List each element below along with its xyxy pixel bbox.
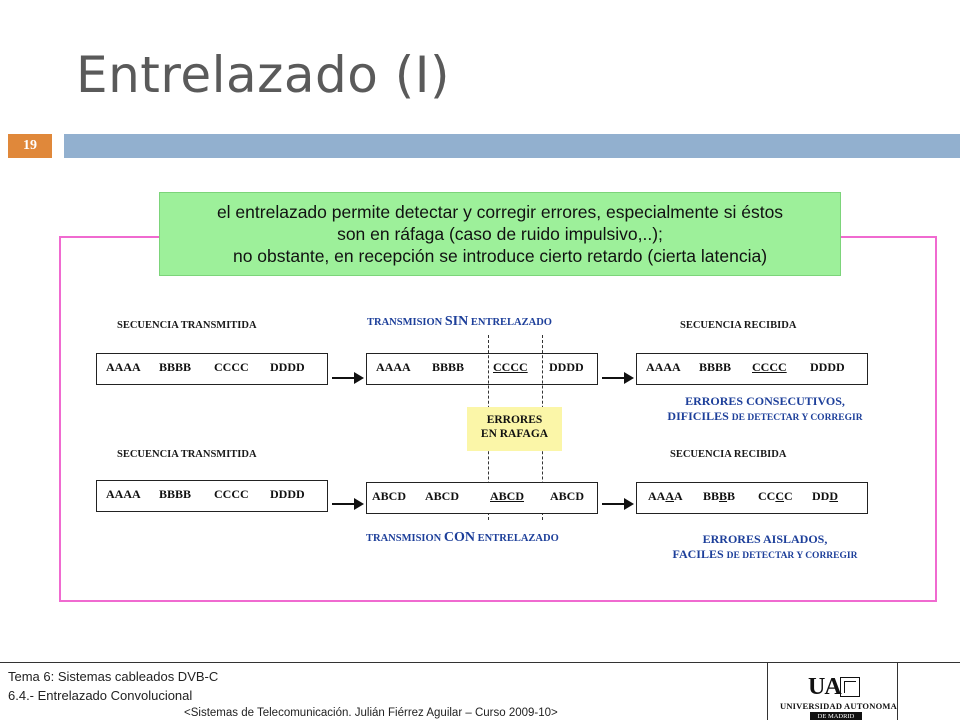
footer-section: 6.4.- Entrelazado Convolucional <box>8 688 193 703</box>
seq-block: AAAA <box>106 487 141 501</box>
seq-block: BBBB <box>159 487 192 501</box>
seq-block: AAAA <box>646 360 681 374</box>
university-logo <box>780 674 897 720</box>
footer-divider <box>897 663 898 720</box>
seq-block: BBBB <box>432 360 465 374</box>
logo-emblem-icon <box>840 677 860 697</box>
seq-block: DDDD <box>810 360 845 374</box>
header-bar <box>64 134 960 158</box>
channel-label-bottom: TRANSMISION CON ENTRELAZADO <box>366 530 559 545</box>
callout-line: son en ráfaga (caso de ruido impulsivo,..); <box>337 224 663 244</box>
burst-error-box: ERRORES EN RAFAGA <box>467 407 562 451</box>
seq-block: BBBB <box>159 360 192 374</box>
seq-block: BBBB <box>703 489 736 503</box>
slide-number: 19 <box>8 134 52 158</box>
seq-block: AAAA <box>648 489 683 503</box>
footer-topic: Tema 6: Sistemas cableados DVB-C <box>8 669 219 684</box>
seq-block-error: ABCD <box>490 489 525 503</box>
seq-block: CCCC <box>214 487 249 501</box>
seq-block: DDDD <box>270 487 305 501</box>
callout-line: no obstante, en recepción se introduce cierto retardo (cierta latencia) <box>232 246 768 266</box>
footer-course: <Sistemas de Telecomunicación. Julián Fiérrez Aguilar – Curso 2009-10> <box>184 707 558 719</box>
seq-block: DDDD <box>270 360 305 374</box>
seq-block: AAAA <box>106 360 141 374</box>
logo-initials: UA <box>808 674 841 700</box>
seq-block: ABCD <box>372 489 407 503</box>
tx-label-bottom: SECUENCIA TRANSMITIDA <box>117 449 257 460</box>
callout-line: el entrelazado permite detectar y corregir errores, especialmente si éstos <box>216 202 784 222</box>
arrow-right <box>332 503 362 505</box>
seq-block: CCCC <box>758 489 793 503</box>
seq-block: ABCD <box>425 489 460 503</box>
rx-label-top: SECUENCIA RECIBIDA <box>680 320 797 331</box>
tx-label-top: SECUENCIA TRANSMITIDA <box>117 320 257 331</box>
footer-divider <box>767 663 768 720</box>
arrow-right <box>332 377 362 379</box>
arrow-right <box>602 377 632 379</box>
seq-block: CCCC <box>214 360 249 374</box>
seq-block: AAAA <box>376 360 411 374</box>
footer <box>0 662 960 720</box>
callout-box <box>159 192 841 276</box>
seq-block: BBBB <box>699 360 732 374</box>
channel-label-top: TRANSMISION SIN ENTRELAZADO <box>367 314 552 329</box>
seq-block: DDDD <box>549 360 584 374</box>
logo-subtitle: DE MADRID <box>810 712 862 720</box>
note-consecutive: ERRORES CONSECUTIVOS, DIFICILES DE DETECTAR Y CORREGIR <box>667 394 863 423</box>
note-isolated: ERRORES AISLADOS, FACILES DE DETECTAR Y CORREGIR <box>672 532 858 561</box>
seq-block: DDD <box>812 489 839 503</box>
seq-block-error: CCCC <box>493 360 528 374</box>
seq-block-error: CCCC <box>752 360 787 374</box>
seq-block: ABCD <box>550 489 585 503</box>
slide-title: Entrelazado (I) <box>76 46 451 104</box>
arrow-right <box>602 503 632 505</box>
rx-label-bottom: SECUENCIA RECIBIDA <box>670 449 787 460</box>
logo-name: UNIVERSIDAD AUTONOMA <box>780 701 897 711</box>
